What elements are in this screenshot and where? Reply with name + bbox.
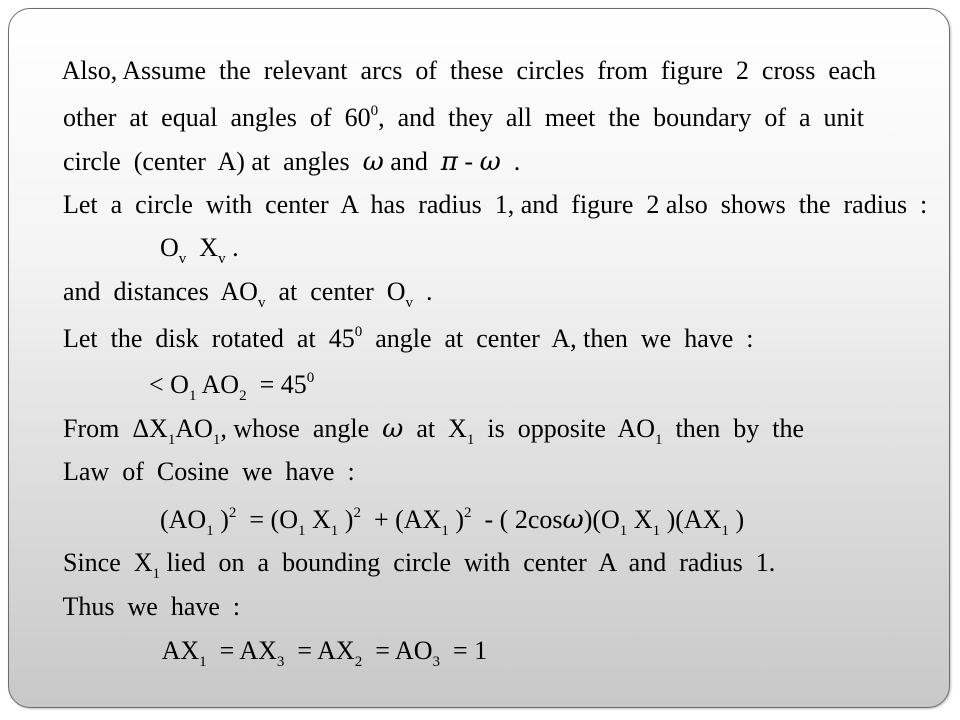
omega-symbol: ω xyxy=(479,147,501,177)
text-segment: ) xyxy=(728,505,745,534)
text-segment: AO xyxy=(175,414,213,443)
text-segment: is opposite AO xyxy=(474,414,655,443)
omega-symbol: ω xyxy=(562,505,584,535)
omega-symbol: ω xyxy=(382,414,404,444)
text-segment: . xyxy=(225,233,239,262)
text-segment: and xyxy=(383,147,441,176)
text-segment: lied on a bounding circle with center A and radius 1. xyxy=(160,548,776,577)
subscript: 1 xyxy=(188,388,197,404)
text-segment: , and they all meet the boundary of a unit xyxy=(378,103,865,132)
text-segment: = 1 xyxy=(439,636,488,665)
text-segment: (AO xyxy=(160,505,207,534)
superscript: 2 xyxy=(464,505,472,521)
superscript: 2 xyxy=(228,505,237,521)
text-segment: )(AX xyxy=(660,505,722,534)
subscript: 1 xyxy=(167,432,176,448)
text-segment: Let a circle with center A has radius 1, and figure 2 also shows the radius : xyxy=(63,190,928,219)
subscript: v xyxy=(405,295,414,311)
text-segment: Let the disk rotated at 45 xyxy=(63,324,355,353)
text-line-14 xyxy=(137,606,487,700)
text-segment: O xyxy=(160,233,179,262)
text-segment: ) xyxy=(213,505,229,534)
text-segment: X xyxy=(305,505,331,534)
subscript: 1 xyxy=(152,566,161,582)
text-segment: - xyxy=(457,147,480,176)
subscript: v xyxy=(178,251,187,267)
pi-symbol: π xyxy=(440,147,458,177)
subscript: 1 xyxy=(654,432,663,448)
text-segment: . xyxy=(413,277,433,306)
omega-symbol: ω xyxy=(362,147,384,177)
text-segment: X xyxy=(186,233,219,262)
text-segment: angle at center A, then we have : xyxy=(362,324,754,353)
text-segment: = AO xyxy=(362,636,433,665)
text-segment: AX xyxy=(161,636,200,665)
text-segment: , whose angle xyxy=(220,414,383,443)
text-segment: and distances AO xyxy=(63,277,258,306)
subscript: 1 xyxy=(298,523,306,539)
text-segment: . xyxy=(500,147,521,176)
subscript: v xyxy=(257,295,266,311)
subscript: 1 xyxy=(199,654,207,670)
superscript: 2 xyxy=(353,505,361,521)
text-segment: Also, Assume the relevant arcs of these circles from figure 2 cross each xyxy=(61,56,876,85)
subscript: 1 xyxy=(206,523,214,539)
subscript: 1 xyxy=(330,523,339,539)
subscript: 3 xyxy=(432,654,440,670)
text-segment: other at equal angles of 60 xyxy=(63,103,371,132)
text-segment: Thus we have : xyxy=(62,592,241,621)
text-segment: at center O xyxy=(265,277,406,306)
text-segment: - ( 2cos xyxy=(471,505,563,534)
text-segment: ) xyxy=(448,505,464,534)
superscript: 0 xyxy=(354,324,363,340)
text-segment: circle (center A) at angles xyxy=(63,147,363,176)
subscript: 3 xyxy=(276,654,285,670)
text-segment: X xyxy=(627,505,653,534)
slide-panel xyxy=(8,8,950,708)
superscript: 0 xyxy=(306,370,315,386)
text-segment: < O xyxy=(149,370,189,399)
text-segment: From ΔX xyxy=(63,414,168,443)
text-segment: = AX xyxy=(206,636,277,665)
text-segment: ) xyxy=(338,505,354,534)
subscript: 1 xyxy=(441,523,449,539)
text-segment: = (O xyxy=(236,505,298,534)
superscript: 0 xyxy=(370,103,379,119)
text-segment: then by the xyxy=(662,414,805,443)
subscript: 1 xyxy=(652,523,661,539)
text-segment: Law of Cosine we have : xyxy=(63,457,355,486)
text-segment: = AX xyxy=(284,636,355,665)
text-segment: + (AX xyxy=(360,505,442,534)
subscript: 1 xyxy=(619,523,628,539)
subscript: 2 xyxy=(239,388,247,404)
text-segment: AO xyxy=(196,370,240,399)
subscript: 1 xyxy=(721,523,729,539)
text-segment: at X xyxy=(403,414,467,443)
subscript: v xyxy=(218,251,226,267)
subscript: 2 xyxy=(354,654,363,670)
text-segment: Since X xyxy=(63,548,153,577)
subscript: 1 xyxy=(466,432,475,448)
subscript: 1 xyxy=(212,432,221,448)
text-segment: = 45 xyxy=(246,370,307,399)
text-segment: )(O xyxy=(583,505,620,534)
